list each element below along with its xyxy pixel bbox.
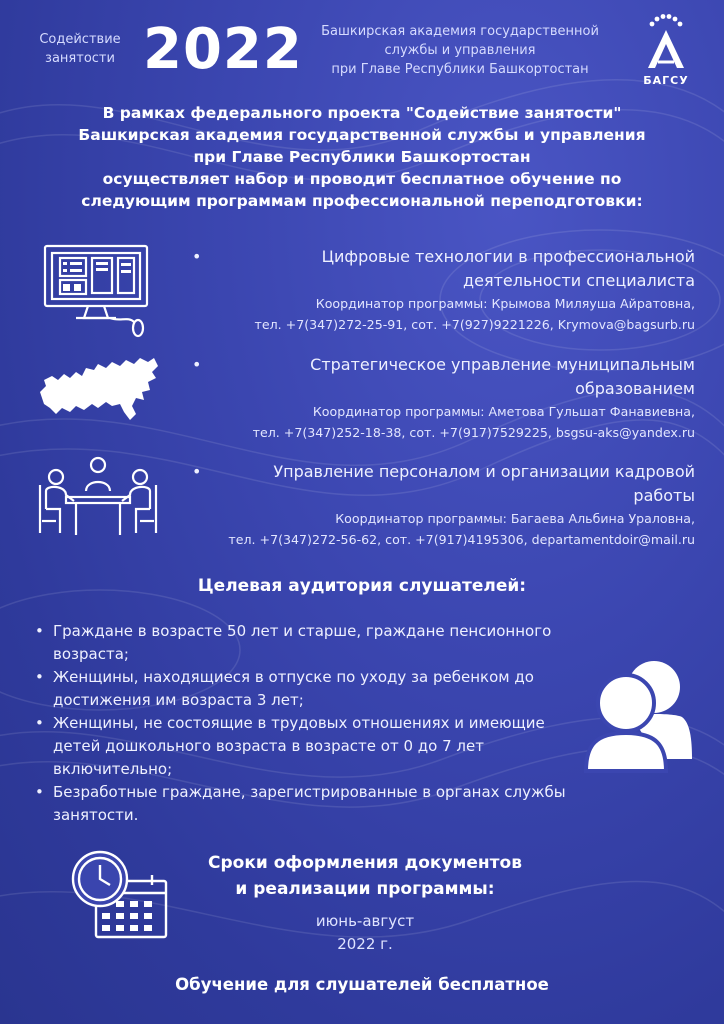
intro-line: Башкирская академия государственной службы и управления [78, 126, 646, 144]
users-group-icon [582, 655, 694, 775]
intro-line: следующим программам профессиональной переподготовки: [81, 192, 643, 210]
audience-item: • Женщины, находящиеся в отпуске по уходу за ребенком до достижения им возраста 3 лет; [33, 666, 573, 712]
logo-emblem-icon [636, 12, 696, 74]
project-label: Содействие занятости [39, 32, 121, 66]
audience-title: Целевая аудитория слушателей: [197, 576, 527, 596]
program-title-line: образованием [575, 379, 695, 398]
program-coordinator: Координатор программы: Аметова Гульшат Фанавиевна, [312, 404, 695, 419]
program-contacts: тел. +7(347)252-18-38, сот. +7(917)7529225, bsgsu-aks@yandex.ru [252, 425, 695, 440]
computer-icon [40, 242, 155, 342]
bullet: • [192, 247, 202, 266]
intro-line: В рамках федерального проекта "Содействие занятости" [102, 104, 622, 122]
program-title-line: деятельности специалиста [463, 271, 695, 290]
audience-list [33, 620, 573, 827]
intro-line: осуществляет набор и проводит бесплатное обучение по [102, 170, 622, 188]
intro-line: при Главе Республики Башкортостан [193, 148, 531, 166]
calendar-clock-icon [70, 845, 175, 945]
dates-title-line: и реализации программы: [235, 879, 495, 899]
program-coordinator: Координатор программы: Багаева Альбина Ураловна, [335, 511, 695, 526]
dates-title-line: Сроки оформления документов [208, 853, 522, 873]
meeting-icon [36, 455, 161, 540]
academy-name-line: Башкирская академия государственной [321, 24, 599, 39]
bullet: • [192, 355, 202, 374]
program-title-line: Цифровые технологии в профессиональной [321, 247, 695, 266]
program-title [180, 353, 695, 401]
intro-text [20, 102, 704, 212]
audience-item: • Безработные граждане, зарегистрированные в органах службы занятости. [33, 781, 573, 827]
program-title-line: работы [633, 486, 695, 505]
program-coordinator: Координатор программы: Крымова Миляуша Айратовна, [315, 296, 695, 311]
dates-value [250, 910, 480, 956]
audience-item: • Женщины, не состоящие в трудовых отношениях и имеющие детей дошкольного возраста в возрасте от 0 до 7 лет включительно; [33, 712, 573, 781]
dates-value-line: июнь-август [315, 912, 415, 930]
program-contacts: тел. +7(347)272-25-91, сот. +7(927)9221226, Krymova@bagsurb.ru [254, 317, 695, 332]
russia-map-icon [36, 352, 161, 430]
academy-name-line: службы и управления [384, 43, 536, 58]
program-item [180, 353, 695, 443]
footer-free-training: Обучение для слушателей бесплатное [175, 975, 549, 994]
program-item [180, 245, 695, 335]
program-contacts: тел. +7(347)272-56-62, сот. +7(917)4195306, departamentdoir@mail.ru [228, 532, 695, 547]
year-title: 2022 [143, 17, 303, 82]
program-title-line: Стратегическое управление муниципальным [310, 355, 695, 374]
academy-name-line: при Главе Республики Башкортостан [331, 62, 589, 77]
program-title-line: Управление персоналом и организации кадровой [273, 462, 695, 481]
dates-title [170, 850, 560, 902]
bullet: • [192, 462, 202, 481]
dates-value-line: 2022 г. [337, 935, 393, 953]
program-title [180, 460, 695, 508]
bagsu-logo [636, 12, 696, 92]
audience-item: • Граждане в возрасте 50 лет и старше, граждане пенсионного возраста; [33, 620, 573, 666]
program-item [180, 460, 695, 550]
academy-name [300, 22, 620, 79]
program-title [180, 245, 695, 293]
logo-text: БАГСУ [643, 74, 689, 87]
